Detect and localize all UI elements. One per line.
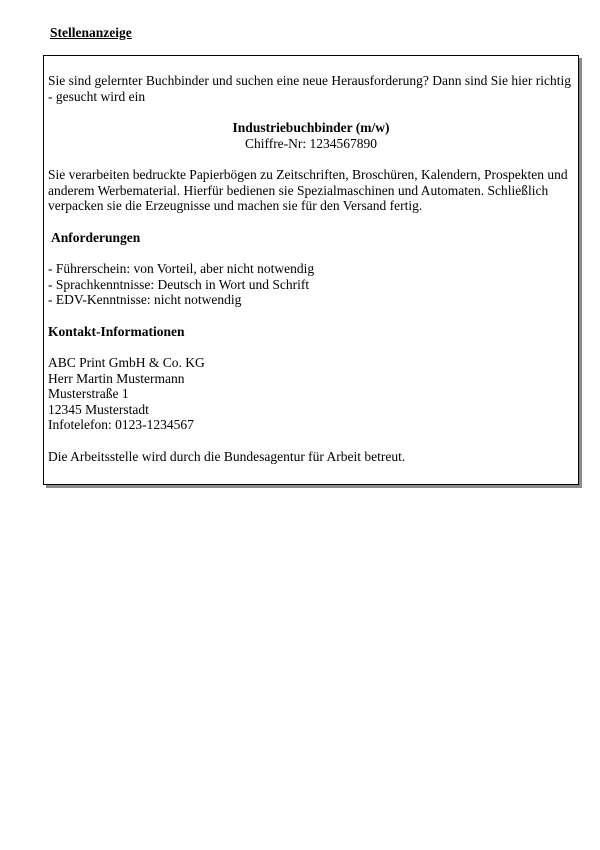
contact-company: ABC Print GmbH & Co. KG [48, 355, 205, 370]
contact-person: Herr Martin Mustermann [48, 370, 185, 386]
contact-block [48, 355, 574, 433]
page-title: Stellenanzeige [50, 25, 132, 40]
intro-text: Sie sind gelernter Buchbinder und suchen eine neue Herausforderung? Dann sind Sie hier richtig - gesucht wird ein [48, 73, 571, 104]
requirement-item: - EDV-Kenntnisse: nicht notwendig [48, 292, 242, 307]
contact-city: 12345 Musterstadt [48, 401, 149, 417]
contact-phone: Infotelefon: 0123-1234567 [48, 417, 194, 432]
contact-heading: Kontakt-Informationen [48, 323, 185, 339]
job-ad-box [43, 55, 579, 485]
requirements-heading: Anforderungen [51, 229, 141, 245]
job-title: Industriebuchbinder (m/w) [232, 120, 390, 135]
chiffre-number: Chiffre-Nr: 1234567890 [244, 135, 378, 151]
requirement-item: - Führerschein: von Vorteil, aber nicht notwendig [48, 261, 315, 276]
footer-note: Die Arbeitsstelle wird durch die Bundesagentur für Arbeit betreut. [48, 448, 406, 464]
requirements-list [48, 261, 574, 308]
requirement-item: - Sprachkenntnisse: Deutsch in Wort und Schrift [48, 276, 310, 292]
contact-street: Musterstraße 1 [48, 386, 129, 401]
job-description: Sie verarbeiten bedruckte Papierbögen zu Zeitschriften, Broschüren, Kalendern, Prospekten und anderem Werbematerial. Hierfür bedienen sie Spezialmaschinen und Automaten. Schließlich verpacken sie die Erzeugnisse und machen sie für den Versand fertig. [48, 167, 568, 213]
